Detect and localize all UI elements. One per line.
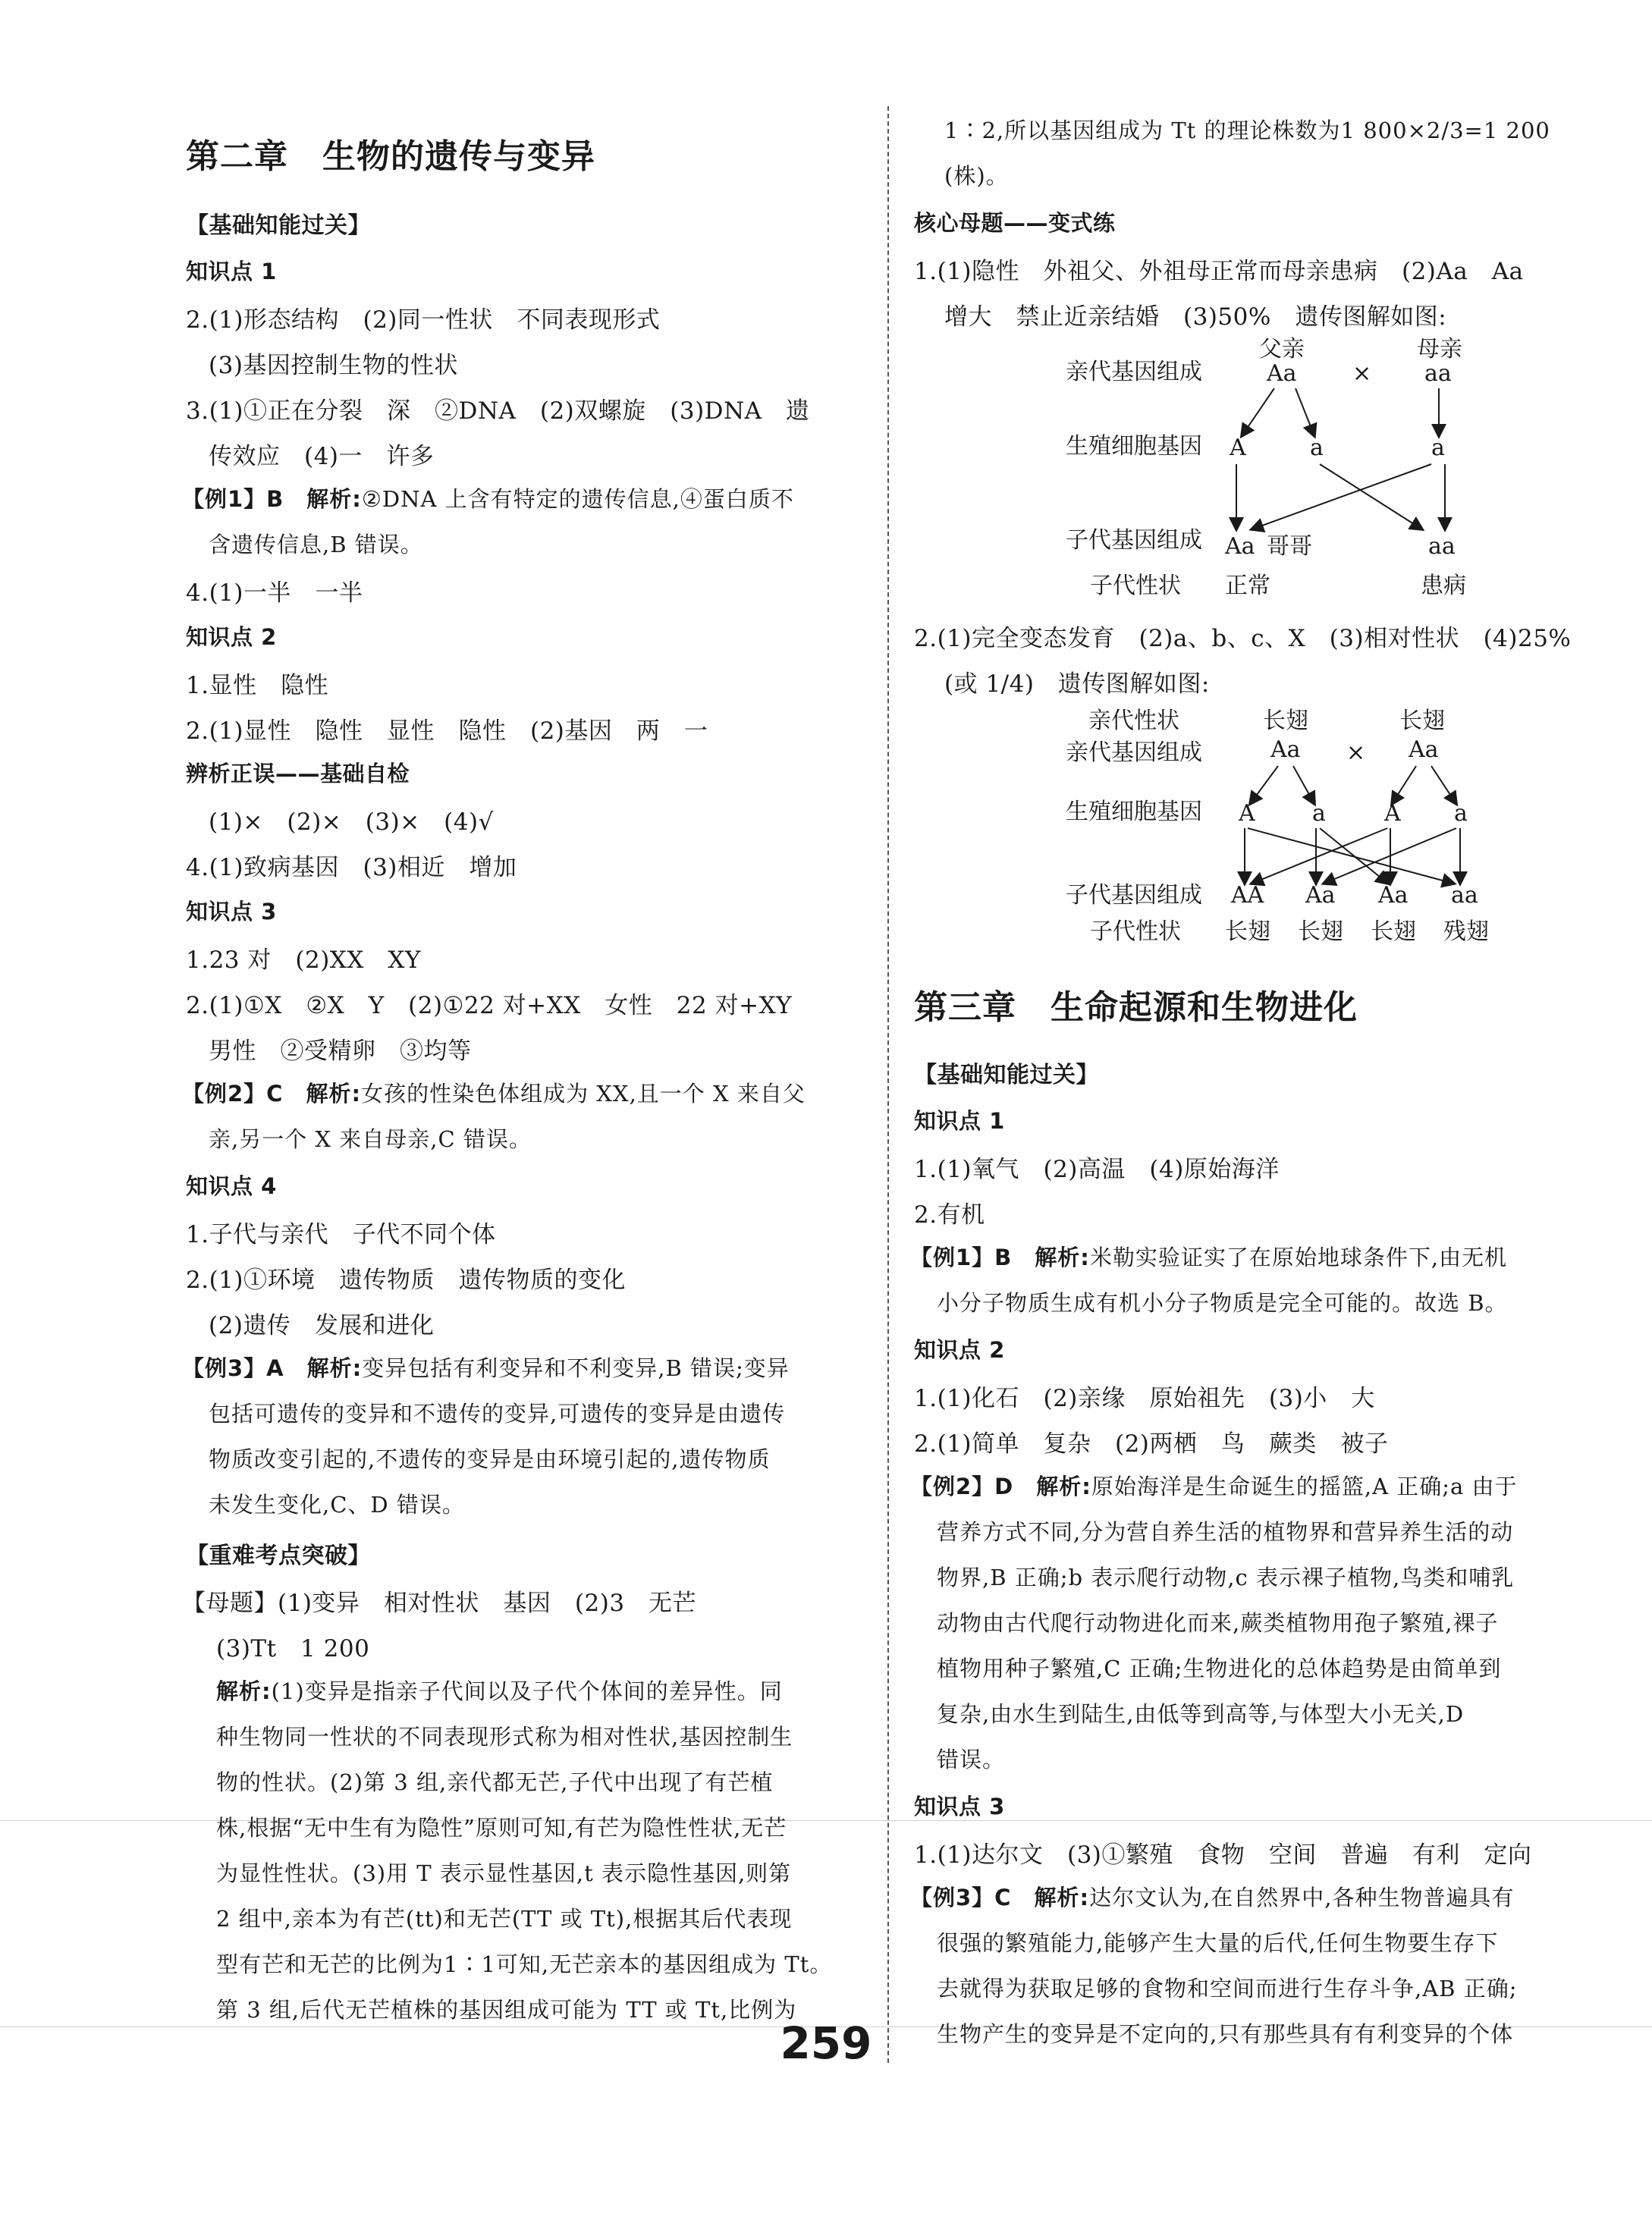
example-1	[910, 1241, 1507, 1272]
knowledge-point-2: 知识点 2	[914, 1337, 1005, 1363]
cross-symbol: ×	[1346, 739, 1366, 766]
offspring-genotype: aa	[1428, 533, 1456, 560]
knowledge-point-4: 知识点 4	[186, 1173, 277, 1199]
mother-question: 【母题】(1)变异 相对性状 基因 (2)3 无芒	[182, 1590, 697, 1617]
correction-title: 辨析正误——基础自检	[186, 761, 410, 786]
gamete-label: 生殖细胞基因	[1066, 433, 1202, 460]
analysis-text: 物的性状。(2)第 3 组,亲代都无芒,子代中出现了有芒植	[216, 1769, 774, 1795]
answer-line: 1.23 对 (2)XX XY	[186, 947, 421, 974]
example-1	[182, 482, 794, 513]
analysis-label: 解析:	[216, 1678, 272, 1704]
parent-genotype: Aa	[1270, 736, 1301, 763]
answer-line: 4.(1)一半 一半	[186, 579, 363, 607]
example-3	[182, 1352, 790, 1383]
answer-line: (2)遗传 发展和进化	[209, 1312, 435, 1339]
example-label: 【例3】C 解析:	[910, 1885, 1090, 1910]
offspring-trait-label: 子代性状	[1090, 918, 1181, 945]
offspring-trait: 长翅	[1298, 918, 1343, 945]
knowledge-point-1: 知识点 1	[914, 1108, 1005, 1134]
genetic-diagram-2	[914, 698, 1593, 963]
example-label: 【例3】A 解析:	[182, 1355, 363, 1381]
example-label: 【例2】C 解析:	[182, 1081, 362, 1107]
section-basic: 【基础知能过关】	[186, 212, 371, 239]
example-text: 去就得为获取足够的食物和空间而进行生存斗争,AB 正确;	[937, 1976, 1518, 2001]
offspring-genotype: Aa	[1305, 882, 1336, 909]
example-text: 达尔文认为,在自然界中,各种生物普遍具有	[1089, 1885, 1515, 1910]
knowledge-point-3: 知识点 3	[186, 899, 277, 925]
gamete: a	[1454, 800, 1468, 827]
example-text: 植物用种子繁殖,C 正确;生物进化的总体趋势是由简单到	[937, 1656, 1502, 1681]
analysis-text: 株,根据“无中生有为隐性”原则可知,有芒为隐性性状,无芒	[216, 1815, 787, 1841]
section-basic: 【基础知能过关】	[914, 1062, 1099, 1088]
analysis-text: 型有芒和无芒的比例为1∶1可知,无芒亲本的基因组成为 Tt。	[216, 1951, 833, 1977]
arrow	[1250, 766, 1278, 804]
offspring-genotype: aa	[1451, 882, 1478, 909]
offspring-genotype-label: 子代基因组成	[1066, 527, 1202, 554]
answer-line: 4.(1)致病基因 (3)相近 增加	[186, 854, 517, 881]
answer-line: 3.(1)①正在分裂 深 ②DNA (2)双螺旋 (3)DNA 遗	[186, 397, 810, 425]
arrow	[1252, 464, 1431, 529]
example-text: 包括可遗传的变异和不遗传的变异,可遗传的变异是由遗传	[209, 1401, 786, 1427]
mother-answer: (3)Tt 1 200	[216, 1635, 370, 1662]
example-text: ②DNA 上含有特定的遗传信息,④蛋白质不	[361, 486, 794, 512]
answer-line: (1)× (2)× (3)× (4)√	[209, 808, 494, 836]
example-3	[910, 1881, 1515, 1912]
answer-line: (3)基因控制生物的性状	[209, 352, 458, 379]
example-label: 【例1】B 解析:	[182, 486, 362, 512]
example-text: 未发生变化,C、D 错误。	[209, 1492, 465, 1518]
gamete-label: 生殖细胞基因	[1066, 799, 1202, 825]
example-label: 【例2】D 解析:	[910, 1474, 1091, 1499]
example-text: 原始海洋是生命诞生的摇篮,A 正确;a 由于	[1091, 1474, 1518, 1499]
answer-line: 1.(1)隐性 外祖父、外祖母正常而母亲患病 (2)Aa Aa	[914, 258, 1524, 285]
offspring-name: 哥哥	[1267, 533, 1312, 560]
offspring-trait: 患病	[1421, 573, 1466, 599]
offspring-trait: 残翅	[1443, 918, 1489, 945]
example-text: 动物由古代爬行动物进化而来,蕨类植物用孢子繁殖,裸子	[937, 1610, 1499, 1636]
example-text: 很强的繁殖能力,能够产生大量的后代,任何生物要生存下	[937, 1930, 1499, 1956]
example-text: 米勒实验证实了在原始地球条件下,由无机	[1089, 1245, 1508, 1270]
chapter-3-title: 第三章 生命起源和生物进化	[914, 988, 1358, 1027]
knowledge-point-2: 知识点 2	[186, 624, 277, 650]
answer-line: 2.(1)形态结构 (2)同一性状 不同表现形式	[186, 306, 661, 334]
answer-line: 增大 禁止近亲结婚 (3)50% 遗传图解如图:	[944, 303, 1447, 331]
analysis-text: 2 组中,亲本为有芒(tt)和无芒(TT 或 Tt),根据其后代表现	[216, 1906, 793, 1932]
genetic-diagram-1	[914, 334, 1593, 622]
cross-symbol: ×	[1352, 360, 1372, 387]
analysis-text: (株)。	[944, 163, 1009, 189]
analysis-text: 种生物同一性状的不同表现形式称为相对性状,基因控制生	[216, 1724, 793, 1750]
offspring-trait: 长翅	[1225, 918, 1270, 945]
answer-line: 1.显性 隐性	[186, 672, 329, 699]
answer-line: 2.有机	[914, 1201, 985, 1229]
arrow	[1242, 388, 1274, 436]
gamete: A	[1239, 800, 1255, 827]
arrow	[1431, 766, 1456, 804]
answer-line: 2.(1)完全变态发育 (2)a、b、c、X (3)相对性状 (4)25%	[914, 625, 1572, 652]
answer-line: 传效应 (4)一 许多	[209, 443, 435, 470]
example-text: 变异包括有利变异和不利变异,B 错误;变异	[362, 1355, 790, 1381]
gamete: A	[1384, 800, 1401, 827]
answer-line: 1.(1)氧气 (2)高温 (4)原始海洋	[914, 1156, 1280, 1183]
arrow	[1320, 828, 1388, 884]
example-text: 错误。	[937, 1747, 1006, 1772]
offspring-genotype: AA	[1231, 882, 1264, 909]
example-text: 复杂,由水生到陆生,由低等到高等,与体型大小无关,D	[937, 1701, 1465, 1727]
analysis-text: (1)变异是指亲子代间以及子代个体间的差异性。同	[271, 1678, 783, 1704]
analysis-text: 第 3 组,后代无芒植株的基因组成可能为 TT 或 Tt,比例为	[216, 1997, 797, 2023]
offspring-genotype-label: 子代基因组成	[1066, 882, 1202, 909]
arrow	[1293, 766, 1314, 804]
example-text: 女孩的性染色体组成为 XX,且一个 X 来自父	[361, 1081, 806, 1107]
example-text: 小分子物质生成有机小分子物质是完全可能的。故选 B。	[937, 1290, 1508, 1316]
example-label: 【例1】B 解析:	[910, 1245, 1090, 1270]
offspring-trait: 正常	[1225, 573, 1270, 599]
knowledge-point-1: 知识点 1	[186, 259, 277, 284]
mother-label: 母亲	[1417, 336, 1462, 363]
chapter-2-title: 第二章 生物的遗传与变异	[186, 137, 595, 176]
knowledge-point-3: 知识点 3	[914, 1794, 1005, 1819]
section-key: 【重难考点突破】	[186, 1543, 371, 1569]
analysis	[216, 1675, 783, 1706]
answer-line: 男性 ②受精卵 ③均等	[209, 1038, 472, 1065]
example-2	[910, 1470, 1518, 1501]
arrow	[1252, 828, 1387, 884]
example-text: 物界,B 正确;b 表示爬行动物,c 表示裸子植物,鸟类和哺乳	[937, 1565, 1515, 1590]
arrow	[1248, 828, 1454, 884]
core-title: 核心母题——变式练	[914, 210, 1116, 236]
offspring-trait-label: 子代性状	[1090, 573, 1181, 599]
father-label: 父亲	[1259, 336, 1305, 363]
parent-genotype: Aa	[1409, 736, 1439, 763]
column-divider	[887, 106, 889, 2063]
example-2	[182, 1077, 806, 1108]
example-text: 含遗传信息,B 错误。	[209, 532, 423, 557]
example-text: 营养方式不同,分为营自养生活的植物界和营异养生活的动	[937, 1519, 1514, 1545]
example-text: 物质改变引起的,不遗传的变异是由环境引起的,遗传物质	[209, 1446, 771, 1472]
analysis-text: 1∶2,所以基因组成为 Tt 的理论株数为1 800×2/3=1 200	[944, 118, 1550, 143]
offspring-trait: 长翅	[1371, 918, 1416, 945]
parent-trait: 长翅	[1399, 708, 1445, 734]
answer-line: 1.(1)达尔文 (3)①繁殖 食物 空间 普遍 有利 定向	[914, 1841, 1532, 1869]
gamete: a	[1312, 800, 1326, 827]
arrow	[1392, 766, 1416, 804]
gamete-A: A	[1230, 435, 1246, 461]
offspring-genotype: Aa	[1378, 882, 1409, 909]
parent-trait: 长翅	[1263, 708, 1308, 734]
example-text: 生物产生的变异是不定向的,只有那些具有有利变异的个体	[937, 2021, 1514, 2047]
answer-line: (或 1/4) 遗传图解如图:	[944, 670, 1210, 698]
parent-genotype-label: 亲代基因组成	[1066, 359, 1202, 385]
answer-line: 2.(1)简单 复杂 (2)两栖 鸟 蕨类 被子	[914, 1430, 1389, 1458]
example-text: 亲,另一个 X 来自母亲,C 错误。	[209, 1126, 532, 1152]
father-genotype: Aa	[1267, 360, 1297, 387]
offspring-genotype: Aa	[1225, 533, 1255, 560]
answer-line: 2.(1)①X ②X Y (2)①22 对+XX 女性 22 对+XY	[186, 992, 793, 1019]
answer-line: 1.子代与亲代 子代不同个体	[186, 1221, 496, 1248]
gamete-a: a	[1310, 435, 1324, 461]
answer-line: 2.(1)显性 隐性 显性 隐性 (2)基因 两 一	[186, 717, 708, 745]
page-number: 259	[780, 2017, 872, 2069]
mother-genotype: aa	[1424, 360, 1452, 387]
parent-genotype-label: 亲代基因组成	[1066, 739, 1202, 766]
answer-line: 2.(1)①环境 遗传物质 遗传物质的变化	[186, 1267, 626, 1294]
analysis-text: 为显性性状。(3)用 T 表示显性基因,t 表示隐性基因,则第	[216, 1860, 792, 1886]
parent-trait-label: 亲代性状	[1088, 708, 1179, 734]
arrow	[1296, 388, 1314, 436]
arrow	[1320, 464, 1422, 529]
answer-line: 1.(1)化石 (2)亲缘 原始祖先 (3)小 大	[914, 1385, 1375, 1412]
gamete-a: a	[1431, 435, 1445, 461]
